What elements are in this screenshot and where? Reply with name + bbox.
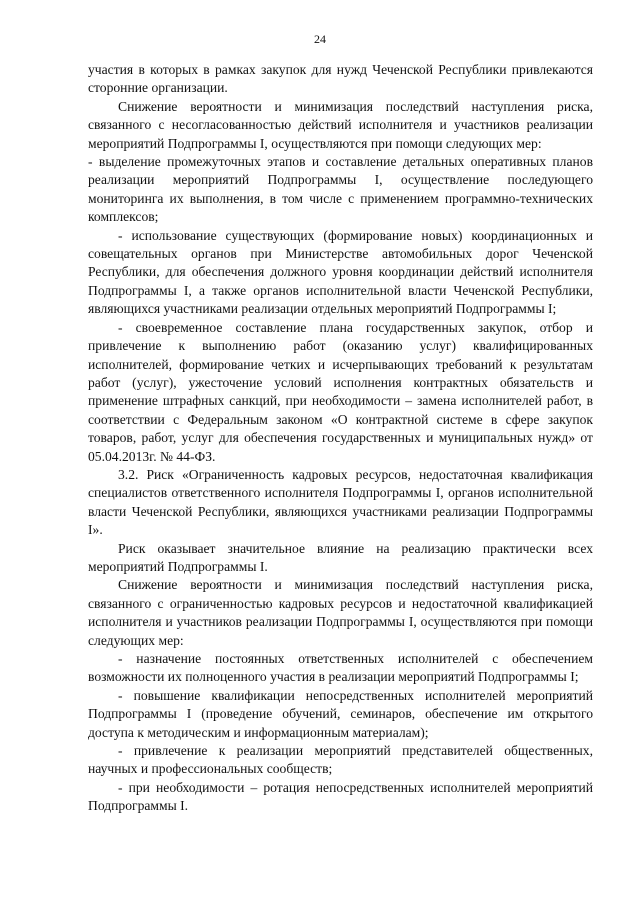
paragraph: 3.2. Риск «Ограниченность кадровых ресурсов, недостаточная квалификация специалистов ответственного исполнителя Подпрограммы I, органов исполнительной власти Чеченской Республики, являющихся участниками реализации Подпрограммы I». xyxy=(88,466,593,538)
paragraph: - назначение постоянных ответственных исполнителей с обеспечением возможности их полноценного участия в реализации мероприятий Подпрограммы I; xyxy=(88,651,593,685)
paragraph: участия в которых в рамках закупок для нужд Чеченской Республики привлекаются сторонние организации. xyxy=(88,62,593,96)
paragraph: Риск оказывает значительное влияние на реализацию практически всех мероприятий Подпрограммы I. xyxy=(88,540,593,574)
paragraph: - повышение квалификации непосредственных исполнителей мероприятий Подпрограммы I (проведение обучений, семинаров, обеспечение им открытого доступа к методическим и информационным материалам); xyxy=(88,687,593,740)
paragraph: - при необходимости – ротация непосредственных исполнителей мероприятий Подпрограммы I. xyxy=(88,779,593,814)
document-body xyxy=(88,61,593,816)
paragraph: Снижение вероятности и минимизация последствий наступления риска, связанного с несогласованностью действий исполнителя и участников реализации мероприятий Подпрограммы I, осуществляются при помощи следующих мер: xyxy=(88,98,593,151)
paragraph: - своевременное составление плана государственных закупок, отбор и привлечение к выполнению работ (оказанию услуг) квалифицированных исполнителей, формирование четких и исчерпывающих требований к результатам работ (услуг), ужесточение условий исполнения контрактных обязательств и применение штрафных санкций, при необходимости – замена исполнителей работ, в соответствии с Федеральным законом «О контрактной системе в сфере закупок товаров, работ, услуг для обеспечения государственных и муниципальных нужд» от 05.04.2013г. № 44-ФЗ. xyxy=(88,319,593,464)
page-number: 24 xyxy=(314,32,326,46)
paragraph: - привлечение к реализации мероприятий представителей общественных, научных и профессиональных сообществ; xyxy=(88,743,593,777)
paragraph: - использование существующих (формирование новых) координационных и совещательных органов при Министерстве автомобильных дорог Чеченской Республики, для обеспечения должного уровня координации действий исполнителя Подпрограммы I, а также органов исполнительной власти Чеченской Республики, являющихся участниками реализации отдельных мероприятий Подпрограммы I; xyxy=(88,227,593,317)
paragraph: Снижение вероятности и минимизация последствий наступления риска, связанного с ограниченностью кадровых ресурсов и недостаточной квалификацией исполнителя и участников реализации Подпрограммы I, осуществляются при помощи следующих мер: xyxy=(88,577,593,648)
paragraph: - выделение промежуточных этапов и составление детальных оперативных планов реализации мероприятий Подпрограммы I, осуществление последующего мониторинга их выполнения, в том числе с применением программно-технических комплексов; xyxy=(88,154,593,225)
